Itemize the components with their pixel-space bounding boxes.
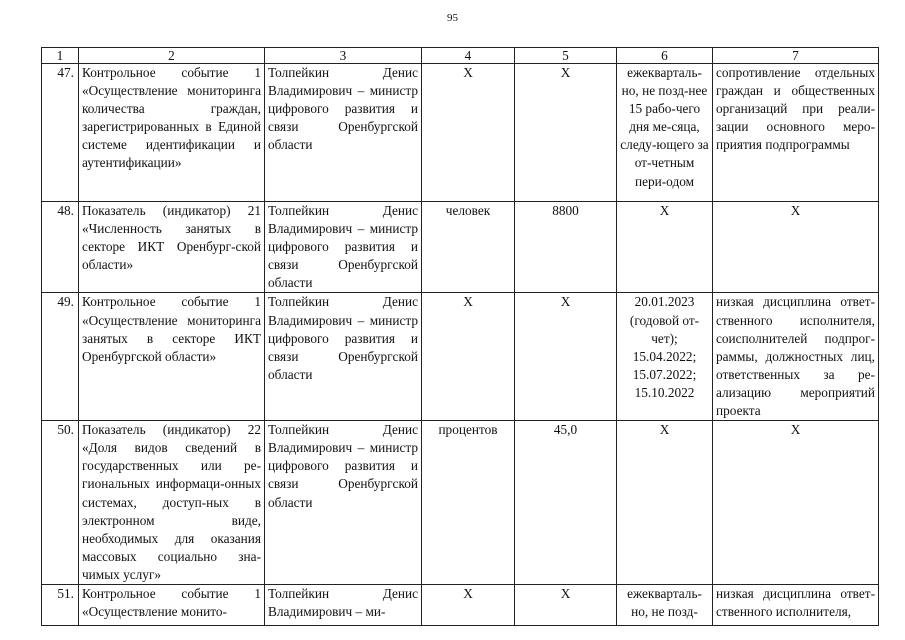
table-row <box>42 64 879 202</box>
unit-cell: Х <box>422 293 515 421</box>
column-header: 1 <box>42 48 79 64</box>
item-name: Показатель (индикатор) 22 «Доля видов сведений в государственных или ре-гиональных информаци-онных системах, доступ-ных в электронном виде, необходимых для оказания массовых социально зна-чимых услуг» <box>79 421 265 585</box>
row-number: 50. <box>42 421 79 585</box>
unit-cell: Х <box>422 584 515 625</box>
value-cell: Х <box>515 584 617 625</box>
deadline-cell: 20.01.2023 (годовой от-чет); 15.04.2022; 15.07.2022; 15.10.2022 <box>617 293 713 421</box>
row-number: 49. <box>42 293 79 421</box>
table-row <box>42 293 879 421</box>
item-name: Контрольное событие 1 «Осуществление мониторинга количества граждан, зарегистрированных в Единой системе идентификации и аутентификации» <box>79 64 265 202</box>
row-number: 51. <box>42 584 79 625</box>
responsible-person: Толпейкин Денис Владимирович – министр цифрового развития и связи Оренбургской области <box>265 421 422 585</box>
deadline-cell: Х <box>617 421 713 585</box>
item-name: Показатель (индикатор) 21 «Численность занятых в секторе ИКТ Оренбург-ской области» <box>79 202 265 293</box>
column-header: 6 <box>617 48 713 64</box>
risk-cell: сопротивление отдельных граждан и общественных организаций при реали-зации основного меро-приятия подпрограммы <box>713 64 879 202</box>
table-row <box>42 584 879 625</box>
row-number: 48. <box>42 202 79 293</box>
value-cell: Х <box>515 64 617 202</box>
unit-cell: процентов <box>422 421 515 585</box>
row-number: 47. <box>42 64 79 202</box>
column-header: 4 <box>422 48 515 64</box>
responsible-person: Толпейкин Денис Владимирович – министр цифрового развития и связи Оренбургской области <box>265 64 422 202</box>
column-header: 2 <box>79 48 265 64</box>
table-row <box>42 421 879 585</box>
item-name: Контрольное событие 1 «Осуществление мониторинга занятых в секторе ИКТ Оренбургской области» <box>79 293 265 421</box>
measures-table <box>41 47 879 626</box>
risk-cell: низкая дисциплина ответ-ственного исполнителя, соисполнителей подпрог-раммы, должностных лиц, ответственных за ре-ализацию мероприятий проекта <box>713 293 879 421</box>
deadline-cell: Х <box>617 202 713 293</box>
page-number: 95 <box>447 12 458 24</box>
risk-cell: низкая дисциплина ответ-ственного исполнителя, <box>713 584 879 625</box>
column-header: 3 <box>265 48 422 64</box>
unit-cell: человек <box>422 202 515 293</box>
value-cell: 8800 <box>515 202 617 293</box>
item-name: Контрольное событие 1 «Осуществление монито- <box>79 584 265 625</box>
responsible-person: Толпейкин Денис Владимирович – ми- <box>265 584 422 625</box>
responsible-person: Толпейкин Денис Владимирович – министр цифрового развития и связи Оренбургской области <box>265 293 422 421</box>
risk-cell: Х <box>713 202 879 293</box>
column-header: 5 <box>515 48 617 64</box>
unit-cell: Х <box>422 64 515 202</box>
column-number-row <box>42 48 879 64</box>
table-row <box>42 202 879 293</box>
value-cell: Х <box>515 293 617 421</box>
value-cell: 45,0 <box>515 421 617 585</box>
deadline-cell: ежекварталь-но, не позд-нее 15 рабо-чего дня ме-сяца, следу-ющего за от-четным пери-одом <box>617 64 713 202</box>
deadline-cell: ежекварталь-но, не позд- <box>617 584 713 625</box>
responsible-person: Толпейкин Денис Владимирович – министр цифрового развития и связи Оренбургской области <box>265 202 422 293</box>
risk-cell: Х <box>713 421 879 585</box>
column-header: 7 <box>713 48 879 64</box>
